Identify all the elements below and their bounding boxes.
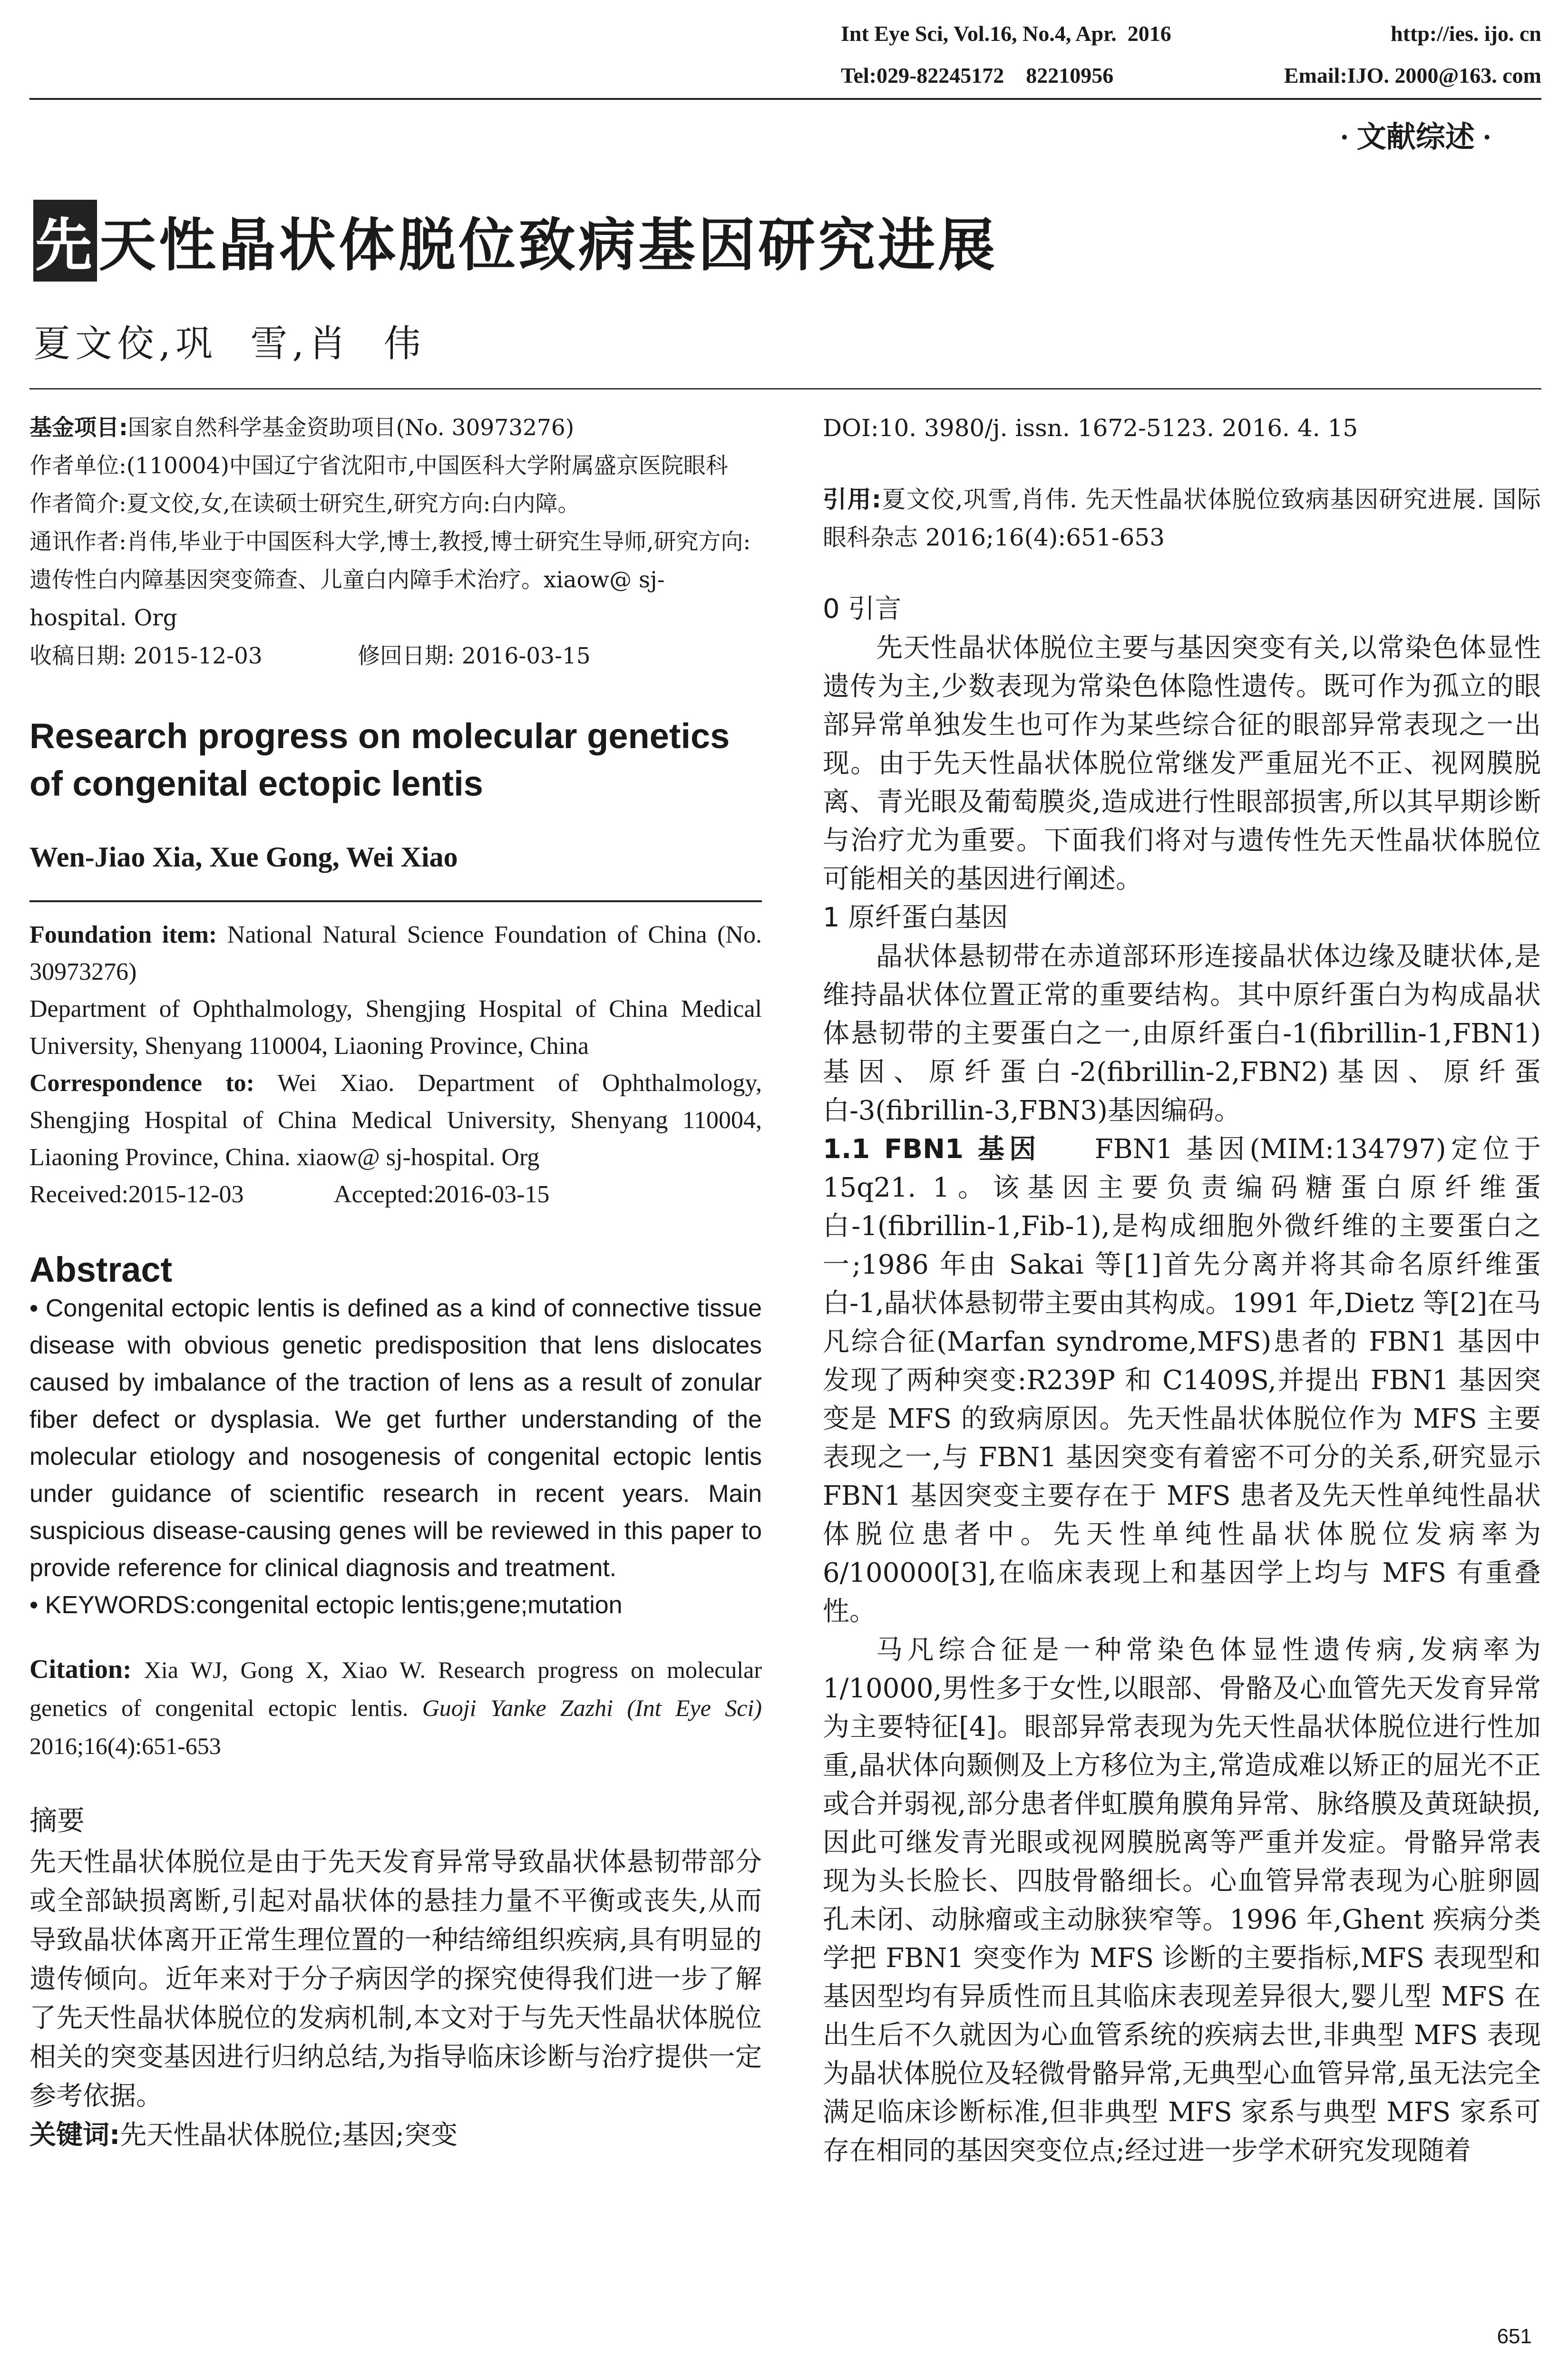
authors-zh: 夏文佼,巩 雪,肖 伟 bbox=[33, 322, 426, 365]
department-line: Department of Ophthalmology, Shengjing Hospital of China Medical University, Shenyang 110004, Liaoning Province, China bbox=[29, 995, 762, 1060]
right-meta bbox=[823, 409, 1541, 556]
abstract-heading: Abstract bbox=[29, 1250, 173, 1289]
accepted-en: Accepted:2016-03-15 bbox=[334, 1181, 550, 1208]
citation-block bbox=[29, 1650, 762, 1765]
zh-keywords-line bbox=[29, 2116, 762, 2155]
title-text: 天性晶状体脱位致病基因研究进展 bbox=[99, 213, 998, 279]
subsection-1-1-heading: 1.1 FBN1 基因 bbox=[823, 1134, 1041, 1165]
cite-line bbox=[823, 480, 1541, 556]
journal-website[interactable]: http://ies. ijo. cn bbox=[1391, 21, 1541, 46]
foundation-label: Foundation item: bbox=[29, 921, 217, 948]
abstract-keywords: • KEYWORDS:congenital ectopic lentis;gene;mutation bbox=[29, 1591, 623, 1619]
citation-journal: Guoji Yanke Zazhi (Int Eye Sci) bbox=[422, 1695, 762, 1721]
cite-label: 引用: bbox=[823, 486, 881, 513]
foundation-line bbox=[29, 916, 762, 991]
english-authors: Wen-Jiao Xia, Xue Gong, Wei Xiao bbox=[29, 841, 458, 873]
english-meta bbox=[29, 916, 762, 1213]
english-rule bbox=[29, 900, 762, 902]
journal-tel: Tel:029-82245172 82210956 bbox=[841, 63, 1114, 88]
title-rule bbox=[29, 388, 1541, 390]
foundation-text: National Natural Science Foundation of China (No. 30973276) bbox=[29, 921, 762, 985]
abstract-text: • Congenital ectopic lentis is defined as a kind of connective tissue disease with obvious genetic predisposition that lens dislocates caused by imbalance of the traction of lens as a result of zonular fiber defect or dysplasia. We get further understanding of the molecular etiology and nosogenesis of congenital ectopic lentis under guidance of scientific research in recent years. Main suspicious disease-causing genes will be reviewed in this paper to provide reference for clinical diagnosis and treatment. bbox=[29, 1295, 762, 1582]
header-rule bbox=[29, 98, 1541, 100]
zh-keywords: 先天性晶状体脱位;基因;突变 bbox=[120, 2120, 458, 2151]
page-number: 651 bbox=[1497, 2325, 1532, 2348]
section-label: · 文献综述 · bbox=[1339, 121, 1492, 154]
citation-text: Xia WJ, Gong X, Xiao W. Research progress on molecular genetics of congenital ectopic lentis. bbox=[29, 1656, 762, 1721]
funding-label: 基金项目: bbox=[29, 415, 128, 441]
section-0-paragraph: 先天性晶状体脱位主要与基因突变有关,以常染色体显性遗传为主,少数表现为常染色体隐性遗传。既可作为孤立的眼部异常单独发生也可作为某些综合征的眼部异常表现之一出现。由于先天性晶状体脱位常继发严重屈光不正、视网膜脱离、青光眼及葡萄膜炎,造成进行性眼部损害,所以其早期诊断与治疗尤为重要。下面我们将对与遗传性先天性晶状体脱位可能相关的基因进行阐述。 bbox=[823, 633, 1541, 895]
marfan-paragraph: 马凡综合征是一种常染色体显性遗传病,发病率为1/10000,男性多于女性,以眼部、骨骼及心血管先天发育异常为主要特征[4]。眼部异常表现为先天性晶状体脱位进行性加重,晶状体向颞侧及上方移位为主,常造成难以矫正的屈光不正或合并弱视,部分患者伴虹膜角膜角异常、脉络膜及黄斑缺损,因此可继发青光眼或视网膜脱离等严重并发症。骨骼异常表现为头长脸长、四肢骨骼细长。心血管异常表现为心脏卵圆孔未闭、动脉瘤或主动脉狭窄等。1996 年,Ghent 疾病分类学把 FBN1 突变作为 MFS 诊断的主要指标,MFS 表现型和基因型均有异质性而且其临床表现差异很大,婴儿型 MFS 在出生后不久就因为心血管系统的疾病去世,非典型 MFS 表现为晶状体脱位及轻微骨骼异常,无典型心血管异常,虽无法完全满足临床诊断标准,但非典型 MFS 家系与典型 MFS 家系可存在相同的基因突变位点;经过进一步学术研究发现随着 bbox=[823, 1635, 1541, 2166]
zh-abstract-heading: 摘要 bbox=[29, 1804, 85, 1837]
left-column bbox=[29, 409, 762, 2155]
zh-keywords-label: 关键词: bbox=[29, 2120, 120, 2151]
affiliation-line: 作者单位:(110004)中国辽宁省沈阳市,中国医科大学附属盛京医院眼科 bbox=[29, 453, 728, 479]
subsection-1-1-paragraph bbox=[823, 1130, 1541, 1631]
journal-citation-header: Int Eye Sci, Vol.16, No.4, Apr. 2016 bbox=[841, 21, 1171, 46]
received-date: 收稿日期: 2015-12-03 bbox=[29, 643, 263, 669]
received-en: Received:2015-12-03 bbox=[29, 1181, 244, 1208]
journal-email[interactable]: Email:IJO. 2000@163. com bbox=[1284, 63, 1541, 88]
revised-date: 修回日期: 2016-03-15 bbox=[358, 643, 591, 669]
zh-abstract-text: 先天性晶状体脱位是由于先天发育异常导致晶状体悬韧带部分或全部缺损离断,引起对晶状体的悬挂力量不平衡或丧失,从而导致晶状体离开正常生理位置的一种结缔组织疾病,具有明显的遗传倾向。近年来对于分子病因学的探究使得我们进一步了解了先天性晶状体脱位的发病机制,本文对于与先天性晶状体脱位相关的突变基因进行归纳总结,为指导临床诊断与治疗提供一定参考依据。 bbox=[29, 1847, 762, 2112]
correspondence-label: Correspondence to: bbox=[29, 1070, 254, 1097]
correspondence-text: Wei Xiao. Department of Ophthalmology, Shengjing Hospital of China Medical University, Shenyang 110004, Liaoning Province, China. xiaow@ sj-hospital. Org bbox=[29, 1070, 762, 1171]
article-title bbox=[33, 200, 998, 282]
section-1-heading: 1 原纤蛋白基因 bbox=[823, 902, 1008, 933]
title-drop-char: 先 bbox=[33, 200, 97, 282]
section-0-heading: 0 引言 bbox=[823, 594, 902, 624]
author-intro-line: 作者简介:夏文佼,女,在读硕士研究生,研究方向:白内障。 bbox=[29, 491, 580, 517]
correspondence-line: 通讯作者:肖伟,毕业于中国医科大学,博士,教授,博士研究生导师,研究方向:遗传性白内障基因突变筛查、儿童白内障手术治疗。xiaow@ sj-hospital. Org bbox=[29, 529, 751, 631]
cite-text: 夏文佼,巩雪,肖伟. 先天性晶状体脱位致病基因研究进展. 国际眼科杂志 2016;16(4):651-653 bbox=[823, 486, 1541, 551]
abstract-body bbox=[29, 1290, 762, 1624]
right-column bbox=[823, 409, 1541, 2170]
subsection-1-1-text: FBN1 基因(MIM:134797)定位于15q21. 1。该基因主要负责编码糖蛋白原纤维蛋白-1(fibrillin-1,Fib-1),是构成细胞外微纤维的主要蛋白之一;1986 年由 Sakai 等[1]首先分离并将其命名原纤维蛋白-1,晶状体悬韧带主要由其构成。1991 年,Dietz 等[2]在马凡综合征(Marfan syndrome,MFS)患者的 FBN1 基因中发现了两种突变:R239P 和 C1409S,并提出 FBN1 基因突变是 MFS 的致病原因。先天性晶状体脱位作为 MFS 主要表现之一,与 FBN1 基因突变有着密不可分的关系,研究显示 FBN1 基因突变主要存在于 MFS 患者及先天性单纯性晶状体脱位患者中。先天性单纯性晶状体脱位发病率为6/100000[3],在临床表现上和基因学上均与 MFS 有重叠性。 bbox=[823, 1134, 1541, 1627]
doi-line[interactable]: DOI:10. 3980/j. issn. 1672-5123. 2016. 4. 15 bbox=[823, 414, 1358, 442]
citation-tail: 2016;16(4):651-653 bbox=[29, 1733, 221, 1759]
correspondence-en-line bbox=[29, 1065, 762, 1176]
meta-zh bbox=[29, 409, 762, 675]
dates-line bbox=[29, 637, 762, 675]
funding-line bbox=[29, 409, 762, 447]
funding-text: 国家自然科学基金资助项目(No. 30973276) bbox=[127, 415, 575, 441]
citation-label: Citation: bbox=[29, 1655, 132, 1684]
section-1-paragraph: 晶状体悬韧带在赤道部环形连接晶状体边缘及睫状体,是维持晶状体位置正常的重要结构。其中原纤蛋白为构成晶状体悬韧带的主要蛋白之一,由原纤蛋白-1(fibrillin-1,FBN1)基因、原纤蛋白-2(fibrillin-2,FBN2)基因、原纤蛋白-3(fibrillin-3,FBN3)基因编码。 bbox=[823, 941, 1541, 1126]
en-dates-line bbox=[29, 1176, 762, 1213]
english-title: Research progress on molecular genetics of congenital ectopic lentis bbox=[29, 716, 730, 803]
